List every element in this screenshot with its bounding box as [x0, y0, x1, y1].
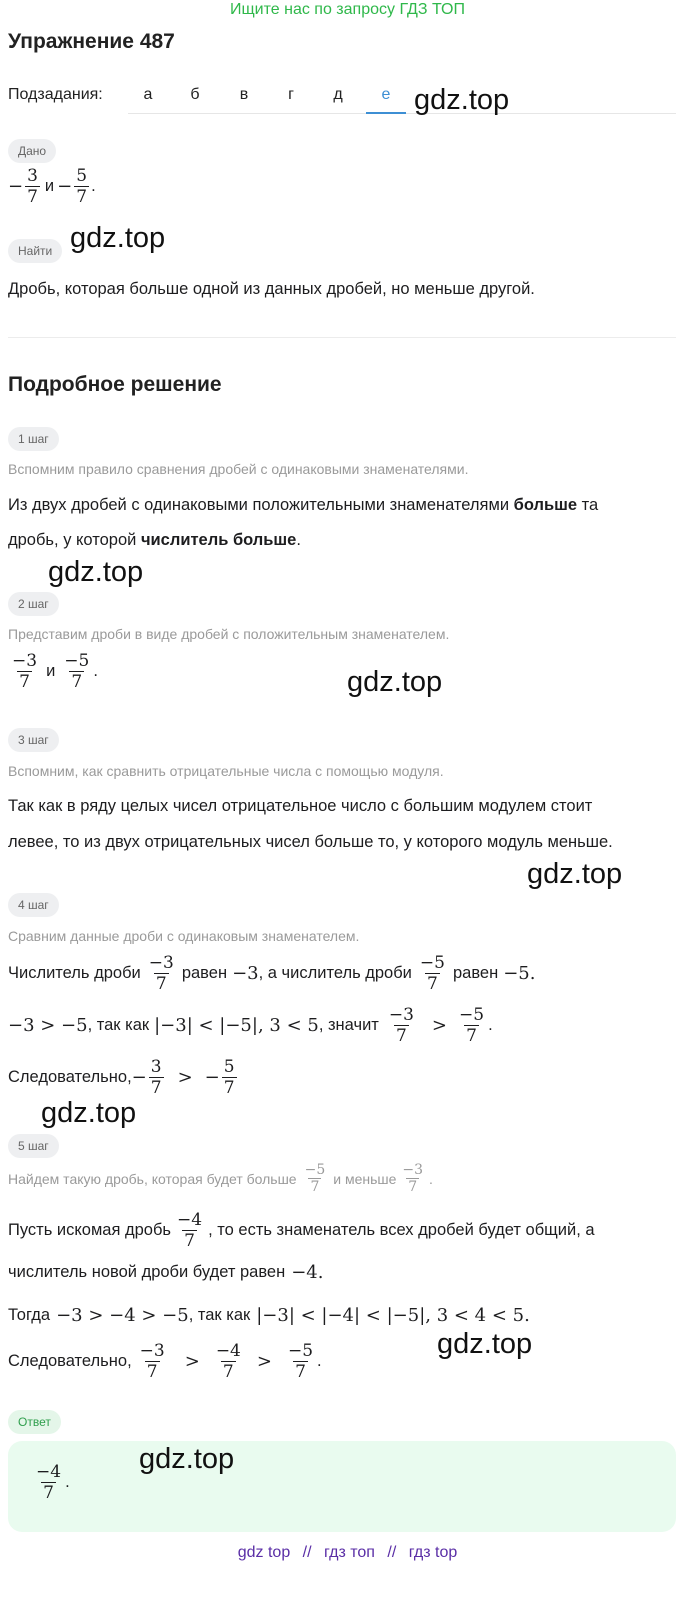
period: . [429, 1170, 433, 1187]
fraction-numerator: −4 [215, 1341, 241, 1361]
step-3-line-2: левее, то из двух отрицательных чисел больше то, у которого модуль меньше. [8, 833, 613, 851]
fraction-denominator: 7 [19, 672, 30, 692]
fraction-numerator: −5 [64, 651, 90, 671]
fraction [214, 1341, 243, 1382]
watermark: gdz.top [70, 222, 166, 254]
watermark: gdz.top [41, 1097, 137, 1129]
subtask-tab-b[interactable]: б [190, 86, 200, 103]
minus-sign: − [57, 176, 73, 197]
text-part: и меньше [333, 1170, 397, 1187]
solution-title: Подробное решение [8, 373, 222, 396]
step-1-line-2 [8, 531, 301, 550]
footer-link[interactable]: гдз top [408, 1544, 458, 1561]
text-part: , так как [188, 1306, 251, 1324]
fraction [457, 1005, 486, 1046]
fraction [418, 953, 447, 994]
greater-than: > [177, 1067, 193, 1088]
fraction-denominator: 7 [408, 1179, 418, 1195]
fraction [286, 1341, 315, 1382]
fraction-numerator: −3 [148, 953, 174, 973]
answer-fraction [32, 1462, 70, 1503]
watermark: gdz.top [414, 84, 510, 116]
page-title: Упражнение 487 [8, 30, 175, 53]
fraction [138, 1341, 167, 1382]
fraction [149, 1057, 164, 1098]
step-5-badge: 5 шаг [8, 1134, 59, 1158]
fraction-denominator: 7 [155, 974, 167, 994]
text-part: Следовательно, [8, 1352, 132, 1370]
fraction [10, 651, 39, 692]
math-value: −3 [232, 963, 259, 984]
period: . [317, 1352, 322, 1370]
step-4-hint: Сравним данные дроби с одинаковым знаменателем. [8, 928, 360, 944]
fraction-numerator: −4 [177, 1210, 203, 1230]
fraction-denominator: 7 [222, 1362, 234, 1382]
greater-than: > [256, 1351, 272, 1372]
step-4-line-2 [8, 1005, 493, 1046]
fraction [74, 166, 89, 207]
text-part: , а числитель дроби [258, 964, 412, 982]
fraction [147, 953, 176, 994]
fraction-numerator: 3 [150, 1057, 162, 1077]
fraction-denominator: 7 [427, 974, 438, 994]
fraction-denominator: 7 [43, 1483, 54, 1503]
fraction [222, 1057, 237, 1098]
promo-banner[interactable]: Ищите нас по запросу ГДЗ ТОП [230, 1, 465, 18]
text-part: . [296, 531, 301, 549]
minus-sign: − [8, 176, 24, 197]
math-expression: −3 > −5 [8, 1015, 88, 1036]
fraction-denominator: 7 [184, 1231, 195, 1251]
step-2-hint: Представим дроби в виде дробей с положительным знаменателем. [8, 626, 450, 642]
step-2-badge: 2 шаг [8, 592, 59, 616]
fraction-denominator: 7 [71, 672, 83, 692]
subtask-tab-v[interactable]: в [239, 86, 249, 103]
math-expression: |−3| < |−5|, 3 < 5 [154, 1015, 319, 1036]
fraction-denominator: 7 [76, 187, 88, 207]
text-part: Пусть искомая дробь [8, 1221, 172, 1239]
period: . [91, 177, 96, 195]
fraction-numerator: −5 [459, 1005, 485, 1025]
step-3-hint: Вспомним, как сравнить отрицательные числа с помощью модуля. [8, 763, 444, 779]
period: . [65, 1473, 70, 1491]
fraction-denominator: 7 [27, 187, 38, 207]
step-1-line-1 [8, 496, 598, 515]
fraction-numerator: −3 [388, 1005, 414, 1025]
fraction-numerator: −3 [12, 651, 38, 671]
subtask-tab-a[interactable]: а [143, 86, 153, 103]
step-4-line-3 [8, 1057, 239, 1098]
footer-links [0, 1544, 695, 1562]
fraction-numerator: 3 [27, 166, 38, 186]
step-1-badge: 1 шаг [8, 427, 59, 451]
subtask-tab-e[interactable]: е [381, 86, 391, 103]
period: . [93, 662, 98, 680]
watermark: gdz.top [48, 556, 144, 588]
period: . [488, 1016, 493, 1034]
text-part: Тогда [8, 1306, 51, 1324]
text-part: дробь, у которой [8, 531, 141, 549]
watermark: gdz.top [527, 858, 623, 890]
fraction-denominator: 7 [310, 1179, 320, 1195]
step-4-line-1 [8, 953, 535, 994]
fraction [303, 1162, 328, 1195]
step-5-hint [8, 1162, 433, 1195]
footer-link[interactable]: gdz top [237, 1544, 291, 1561]
text-part: , то есть знаменатель всех дробей будет общий, а [208, 1221, 595, 1239]
math-value: −5. [503, 963, 536, 984]
watermark: gdz.top [437, 1328, 533, 1360]
given-badge: Дано [8, 139, 56, 163]
fraction [387, 1005, 416, 1046]
footer-link[interactable]: гдз топ [324, 1544, 375, 1561]
answer-badge: Ответ [8, 1410, 61, 1434]
step-5-line-3 [8, 1305, 530, 1326]
fraction-denominator: 7 [223, 1078, 235, 1098]
text-part: , значит [318, 1016, 379, 1034]
text-part: Следовательно, [8, 1068, 132, 1086]
minus-sign: − [131, 1067, 147, 1088]
text-part: , так как [87, 1016, 150, 1034]
fraction-denominator: 7 [395, 1026, 407, 1046]
fraction-numerator: −4 [36, 1462, 62, 1482]
bold-text: числитель больше [140, 531, 297, 549]
greater-than: > [431, 1015, 448, 1036]
text-part: Числитель дроби [8, 964, 141, 982]
bold-text: больше [513, 496, 578, 514]
fraction-denominator: 7 [466, 1026, 477, 1046]
text-part: равен [452, 964, 499, 982]
answer-box [8, 1441, 676, 1532]
active-tab-indicator [366, 112, 406, 114]
footer-separator: // [387, 1544, 397, 1561]
find-badge: Найти [8, 239, 62, 263]
greater-than: > [184, 1351, 200, 1372]
watermark: gdz.top [139, 1443, 235, 1475]
watermark: gdz.top [347, 666, 443, 698]
fraction-numerator: −3 [402, 1162, 424, 1178]
find-text: Дробь, которая больше одной из данных дробей, но меньше другой. [8, 280, 535, 298]
fraction-numerator: −5 [287, 1341, 314, 1361]
math-expression: |−3| < |−4| < |−5|, 3 < 4 < 5. [256, 1305, 530, 1326]
fraction [175, 1210, 204, 1251]
footer-separator: // [302, 1544, 312, 1561]
text-part: равен [181, 964, 228, 982]
text-part: числитель новой дроби будет равен [8, 1263, 286, 1281]
conjunction: и [46, 662, 56, 680]
fraction-numerator: −3 [139, 1341, 165, 1361]
text-part: Найдем такую дробь, которая будет больше [8, 1170, 297, 1187]
math-expression: −3 > −4 > −5 [56, 1305, 189, 1326]
fraction-numerator: −5 [419, 953, 445, 973]
step-5-line-1 [8, 1210, 595, 1251]
fraction [62, 651, 91, 692]
fraction-numerator: 5 [223, 1057, 235, 1077]
step-2-fractions [8, 651, 98, 692]
text-part: Из двух дробей с одинаковыми положительными знаменателями [8, 496, 514, 514]
fraction-numerator: −5 [304, 1162, 326, 1178]
fraction-numerator: 5 [76, 166, 88, 186]
fraction [25, 166, 40, 207]
divider [8, 337, 676, 338]
fraction-denominator: 7 [295, 1362, 306, 1382]
step-4-badge: 4 шаг [8, 893, 59, 917]
conjunction: и [44, 177, 55, 195]
fraction [34, 1462, 63, 1503]
subtasks-tabs [128, 78, 676, 114]
math-value: −4. [291, 1262, 324, 1283]
minus-sign: − [204, 1067, 220, 1088]
subtask-tab-d[interactable]: д [333, 86, 343, 103]
step-5-line-2 [8, 1262, 323, 1283]
step-3-line-1: Так как в ряду целых чисел отрицательное число с большим модулем стоит [8, 797, 593, 815]
fraction-denominator: 7 [146, 1362, 158, 1382]
fraction [400, 1162, 425, 1195]
subtask-tab-g[interactable]: г [288, 86, 294, 103]
given-fractions [8, 166, 96, 207]
step-3-badge: 3 шаг [8, 728, 59, 752]
step-1-hint: Вспомним правило сравнения дробей с одинаковыми знаменателями. [8, 461, 469, 477]
fraction-denominator: 7 [150, 1078, 162, 1098]
text-part: та [577, 496, 599, 514]
step-5-line-4 [8, 1341, 322, 1382]
subtasks-label: Подзадания: [8, 86, 103, 103]
